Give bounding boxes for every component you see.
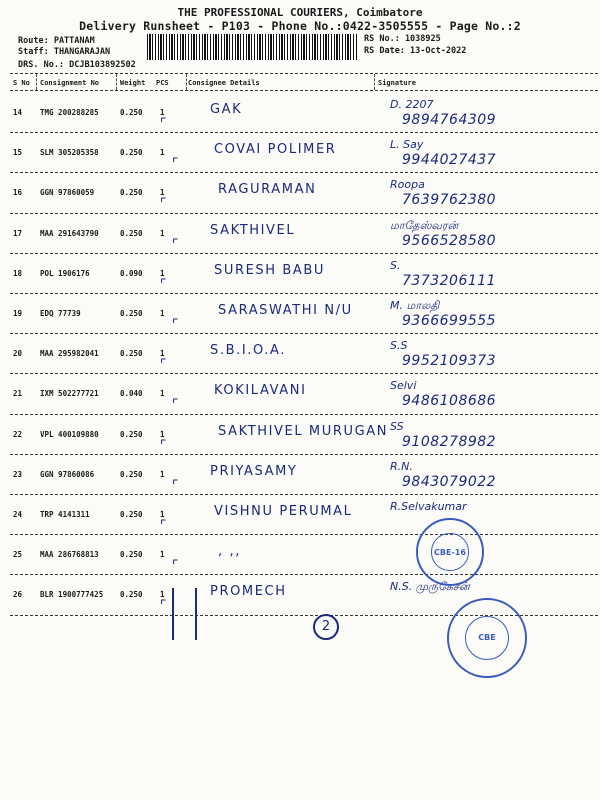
row-phone-handwritten: 9486108686 bbox=[402, 393, 497, 410]
row-weight: 0.250 bbox=[120, 590, 143, 600]
row-divider bbox=[10, 172, 598, 173]
drs-number: DRS. No.: DCJB103892502 bbox=[18, 60, 136, 70]
row-weight: 0.040 bbox=[120, 389, 143, 399]
table-row bbox=[0, 295, 600, 335]
row-signature: மாதேஸ்வரன் bbox=[390, 218, 459, 232]
row-signature: S.S bbox=[390, 339, 408, 353]
row-weight: 0.250 bbox=[120, 188, 143, 198]
row-sno: 17 bbox=[13, 228, 23, 238]
tick-mark-icon: ⌜ bbox=[160, 276, 167, 293]
row-consignment-no: EDQ 77739 bbox=[40, 309, 81, 318]
row-sno: 25 bbox=[13, 550, 23, 560]
row-signature: SS bbox=[390, 419, 404, 433]
row-weight: 0.090 bbox=[120, 268, 143, 278]
table-row bbox=[0, 134, 600, 174]
row-consignment-no: MAA 286768813 bbox=[40, 550, 99, 560]
row-consignment-no: TRP 4141311 bbox=[40, 510, 90, 519]
row-consignment-no: VPL 400109880 bbox=[40, 429, 99, 439]
row-signature: R.N. bbox=[390, 459, 413, 473]
tick-mark-icon: ⌜ bbox=[172, 156, 179, 173]
row-consignee-handwritten: KOKILAVANI bbox=[214, 383, 307, 399]
col-consignee: Consignee Details bbox=[188, 79, 260, 87]
row-consignee-handwritten: SAKTHIVEL bbox=[210, 222, 296, 238]
row-consignee-handwritten: SARASWATHI N/U bbox=[218, 303, 353, 318]
table-row bbox=[0, 215, 600, 255]
row-signature: N.S. முருகேசன் bbox=[390, 580, 470, 594]
row-consignee-handwritten: RAGURAMAN bbox=[218, 182, 317, 198]
row-consignee-handwritten: PRIYASAMY bbox=[210, 463, 298, 479]
tick-mark-icon: ⌜ bbox=[160, 437, 167, 454]
table-row bbox=[0, 496, 600, 536]
row-pcs: 1 bbox=[160, 389, 165, 399]
row-divider bbox=[10, 373, 598, 374]
tick-mark-icon: ⌜ bbox=[160, 196, 167, 213]
row-weight: 0.250 bbox=[120, 429, 143, 439]
row-weight: 0.250 bbox=[120, 309, 143, 318]
row-sno: 22 bbox=[13, 429, 23, 439]
row-sno: 16 bbox=[13, 188, 23, 198]
row-weight: 0.250 bbox=[120, 228, 143, 238]
row-consignee-handwritten: VISHNU PERUMAL bbox=[214, 504, 353, 519]
tick-mark-icon: ⌜ bbox=[160, 598, 167, 615]
row-pcs: 1 bbox=[160, 108, 165, 117]
company-seal-stamp bbox=[416, 518, 484, 586]
row-consignee-handwritten: PROMECH bbox=[210, 584, 287, 600]
row-consignment-no: IXM 502277721 bbox=[40, 389, 99, 399]
col-separator bbox=[374, 74, 375, 90]
row-signature: S. bbox=[390, 258, 401, 272]
row-consignee-handwritten: S.B.I.O.A. bbox=[210, 343, 287, 359]
table-row bbox=[0, 94, 600, 134]
row-pcs: 1 bbox=[160, 309, 165, 318]
row-pcs: 1 bbox=[160, 590, 165, 600]
row-consignment-no: POL 1906176 bbox=[40, 268, 90, 278]
row-sno: 26 bbox=[13, 590, 23, 600]
company-title: THE PROFESSIONAL COURIERS, Coimbatore bbox=[177, 6, 423, 19]
table-row bbox=[0, 456, 600, 496]
row-sno: 18 bbox=[13, 268, 23, 278]
row-weight: 0.250 bbox=[120, 469, 143, 479]
row-phone-handwritten: 9108278982 bbox=[402, 433, 497, 450]
tick-mark-icon: ⌜ bbox=[172, 397, 179, 414]
row-pcs: 1 bbox=[160, 429, 165, 439]
row-pcs: 1 bbox=[160, 550, 165, 560]
col-separator bbox=[36, 74, 37, 90]
table-row bbox=[0, 536, 600, 576]
row-signature: D. 2207 bbox=[390, 98, 434, 111]
table-row bbox=[0, 416, 600, 456]
row-consignment-no: MAA 295982041 bbox=[40, 349, 99, 359]
row-consignee-handwritten: SURESH BABU bbox=[214, 262, 326, 278]
header-divider bbox=[10, 73, 598, 74]
row-divider bbox=[10, 213, 598, 214]
row-signature: R.Selvakumar bbox=[390, 500, 467, 513]
row-consignee-handwritten: , ,, bbox=[218, 544, 241, 560]
row-phone-handwritten: 9944027437 bbox=[402, 152, 497, 169]
row-consignee-handwritten: COVAI POLIMER bbox=[214, 142, 337, 158]
row-divider bbox=[10, 414, 598, 415]
row-phone-handwritten: 9952109373 bbox=[402, 353, 497, 370]
row-signature: M. மாலதி bbox=[390, 299, 440, 312]
company-seal-stamp bbox=[447, 598, 527, 678]
barcode bbox=[147, 34, 357, 60]
tick-mark-icon: ⌜ bbox=[172, 558, 179, 575]
col-separator bbox=[186, 74, 187, 90]
row-sno: 23 bbox=[13, 469, 23, 479]
row-divider bbox=[10, 253, 598, 254]
tick-mark-icon: ⌜ bbox=[160, 116, 167, 132]
row-consignee-handwritten: GAK bbox=[210, 102, 243, 117]
tick-mark-icon: ⌜ bbox=[172, 317, 179, 333]
row-signature: Roopa bbox=[390, 178, 425, 192]
row-pcs: 1 bbox=[160, 469, 165, 479]
row-pcs: 1 bbox=[160, 148, 165, 158]
row-consignment-no: SLM 305205358 bbox=[40, 148, 99, 158]
row-divider bbox=[10, 454, 598, 455]
row-weight: 0.250 bbox=[120, 510, 143, 519]
row-signature: L. Say bbox=[390, 138, 424, 152]
row-signature: Selvi bbox=[390, 379, 417, 393]
staff-label: Staff: THANGARAJAN bbox=[18, 47, 111, 57]
row-consignment-no: TMG 200288285 bbox=[40, 108, 99, 117]
row-pcs: 1 bbox=[160, 188, 165, 198]
runsheet-subtitle: Delivery Runsheet - P103 - Phone No.:0422-3505555 - Page No.:2 bbox=[79, 19, 521, 33]
row-pcs: 1 bbox=[160, 510, 165, 519]
table-row bbox=[0, 255, 600, 295]
row-consignment-no: BLR 1900777425 bbox=[40, 590, 104, 600]
row-sno: 24 bbox=[13, 510, 23, 519]
col-weight: Weight bbox=[120, 79, 146, 87]
row-divider bbox=[10, 494, 598, 495]
row-sno: 20 bbox=[13, 349, 23, 359]
row-sno: 15 bbox=[13, 148, 23, 158]
tick-mark-icon: ⌜ bbox=[160, 357, 167, 374]
col-signature: Signature bbox=[378, 79, 416, 87]
row-sno: 21 bbox=[13, 389, 23, 399]
row-consignee-handwritten: SAKTHIVEL MURUGAN bbox=[218, 423, 389, 439]
circled-count: 2 bbox=[313, 614, 339, 640]
tick-mark-icon: ⌜ bbox=[172, 477, 179, 494]
bracket-mark bbox=[172, 588, 197, 640]
row-weight: 0.250 bbox=[120, 349, 143, 359]
row-phone-handwritten: 9566528580 bbox=[402, 232, 497, 249]
row-pcs: 1 bbox=[160, 228, 165, 238]
row-sno: 19 bbox=[13, 309, 23, 318]
col-separator bbox=[116, 74, 117, 90]
table-row bbox=[0, 375, 600, 415]
col-consignment: Consignment No bbox=[40, 79, 100, 87]
rs-date: RS Date: 13-Oct-2022 bbox=[364, 46, 467, 56]
row-phone-handwritten: 9894764309 bbox=[402, 112, 497, 128]
row-phone-handwritten: 9366699555 bbox=[402, 313, 497, 329]
table-row bbox=[0, 335, 600, 375]
row-sno: 14 bbox=[13, 108, 23, 117]
tick-mark-icon: ⌜ bbox=[172, 236, 179, 253]
row-weight: 0.250 bbox=[120, 108, 143, 117]
row-pcs: 1 bbox=[160, 349, 165, 359]
col-pcs: PCS bbox=[156, 79, 169, 87]
row-phone-handwritten: 7373206111 bbox=[402, 272, 497, 289]
row-weight: 0.250 bbox=[120, 148, 143, 158]
stamp-center: CBE bbox=[465, 616, 509, 660]
row-phone-handwritten: 7639762380 bbox=[402, 192, 497, 209]
row-weight: 0.250 bbox=[120, 550, 143, 560]
col-sno: S No bbox=[13, 79, 30, 87]
rs-number: RS No.: 1038925 bbox=[364, 34, 441, 44]
row-consignment-no: MAA 291643790 bbox=[40, 228, 99, 238]
route-label: Route: PATTANAM bbox=[18, 36, 95, 46]
row-divider bbox=[10, 333, 598, 334]
row-divider bbox=[10, 132, 598, 133]
column-divider bbox=[10, 90, 598, 91]
row-divider bbox=[10, 293, 598, 294]
table-row bbox=[0, 174, 600, 214]
row-consignment-no: GGN 97860059 bbox=[40, 188, 95, 198]
tick-mark-icon: ⌜ bbox=[160, 518, 167, 534]
row-pcs: 1 bbox=[160, 268, 165, 278]
row-divider bbox=[10, 534, 598, 535]
row-phone-handwritten: 9843079022 bbox=[402, 473, 497, 490]
row-divider bbox=[10, 574, 598, 575]
stamp-center: CBE-16 bbox=[431, 533, 468, 570]
row-consignment-no: GGN 97860086 bbox=[40, 469, 95, 479]
